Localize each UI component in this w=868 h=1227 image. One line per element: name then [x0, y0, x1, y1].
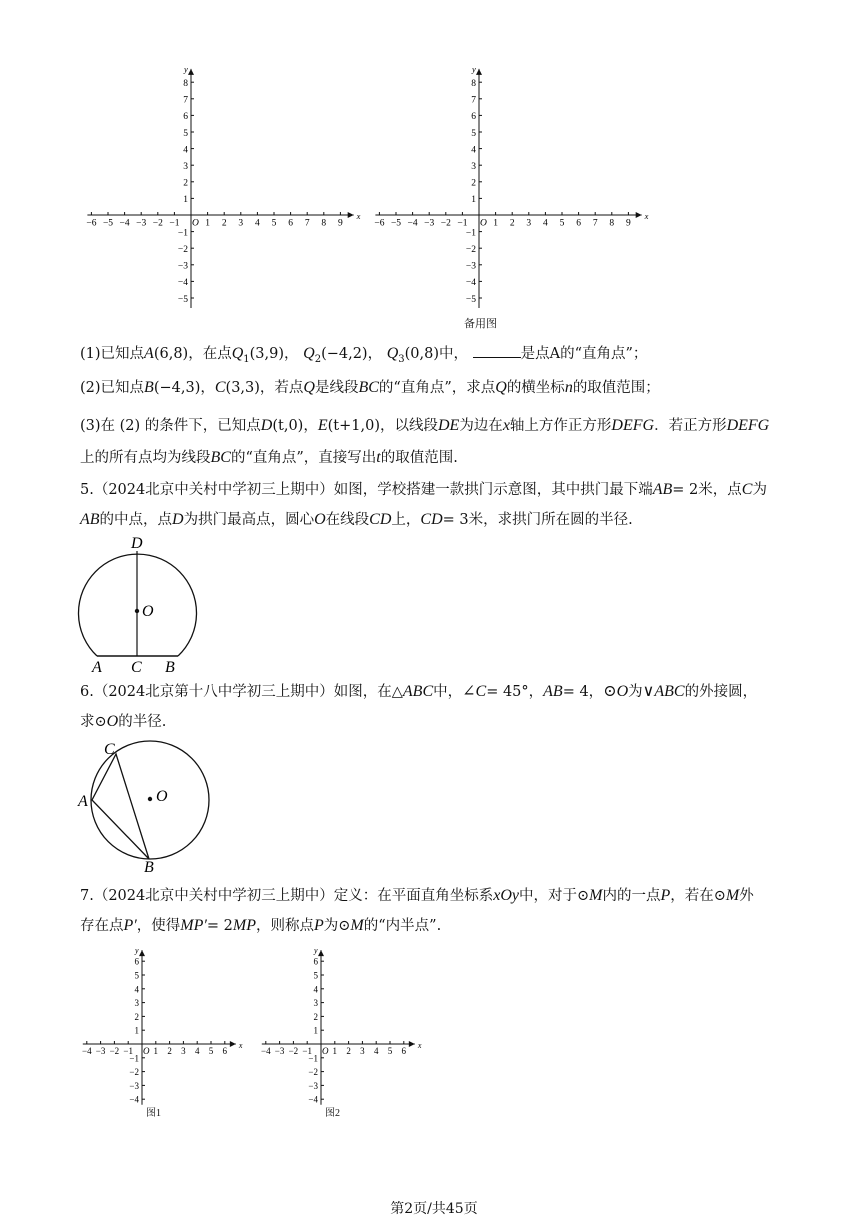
y-tick-label: −2 [308, 1067, 318, 1078]
y-tick-label: −4 [129, 1094, 139, 1105]
x-tick-label: 2 [221, 218, 227, 229]
q4-part1: (1)已知点A(6,8)，在点$Q_1(3,9)$， $Q_2(-4,2)$， $Q_3(0,8)$中， 是点A的“直角点”； [80, 345, 648, 365]
x-tick-label: −3 [95, 1046, 106, 1056]
x-tick-label: 6 [288, 218, 293, 229]
y-axis-arrow-icon [476, 69, 482, 75]
coordinate-figure-1 [76, 944, 246, 1124]
y-tick-label: −3 [177, 261, 188, 272]
x-tick-label: −3 [274, 1046, 285, 1056]
x-tick-label: −1 [302, 1046, 312, 1056]
y-tick-label: −1 [129, 1053, 139, 1064]
x-tick-label: 6 [401, 1046, 407, 1056]
q5-line1: 5.（2024北京中关村中学初三上期中）如图，学校搭建一款拱门示意图，其中拱门最下端AB= 2米，点C为 [80, 481, 767, 498]
page-footer: 第2页/共45页 [390, 1201, 478, 1217]
y-tick-label: 7 [183, 95, 188, 106]
x-axis-label: x [356, 211, 361, 221]
y-tick-label: 6 [134, 956, 139, 967]
center-dot [148, 797, 152, 801]
y-axis-arrow-icon [139, 950, 145, 956]
x-tick-label: 2 [509, 218, 515, 229]
y-tick-label: 1 [134, 1025, 139, 1036]
x-axis-label: x [238, 1041, 243, 1050]
x-tick-label: 5 [208, 1046, 214, 1056]
y-tick-label: 6 [183, 112, 188, 123]
x-axis-arrow-icon [230, 1041, 236, 1047]
y-tick-label: −1 [465, 228, 476, 239]
x-axis-label: x [417, 1041, 422, 1050]
q6-line1: 6.（2024北京第十八中学初三上期中）如图，在△ABC中，∠C= 45°，AB= 4，⊙O为∨ABC的外接圆， [80, 683, 758, 700]
y-axis-label: y [472, 63, 476, 74]
x-tick-label: 1 [153, 1046, 159, 1056]
y-tick-label: −3 [129, 1080, 139, 1091]
x-tick-label: −4 [119, 218, 130, 229]
x-tick-label: −1 [123, 1046, 133, 1056]
y-tick-label: 1 [183, 195, 188, 206]
x-tick-label: 3 [360, 1046, 365, 1056]
q6-line2: 求⊙O的半径. [80, 713, 167, 730]
y-tick-label: 6 [471, 112, 476, 123]
y-axis-label: y [184, 63, 188, 74]
circle-triangle-figure [76, 738, 216, 874]
y-tick-label: −2 [177, 244, 188, 255]
x-tick-label: −2 [440, 218, 451, 229]
y-tick-label: −4 [465, 278, 476, 289]
label-O: O [156, 788, 168, 805]
x-tick-label: −2 [152, 218, 163, 229]
x-tick-label: 3 [181, 1046, 186, 1056]
coordinate-figure-2 [255, 944, 425, 1124]
x-axis-arrow-icon [348, 212, 354, 218]
x-tick-label: 7 [304, 218, 310, 229]
triangle-ABC [92, 754, 149, 859]
y-tick-label: 3 [134, 998, 139, 1009]
x-tick-label: 8 [321, 218, 327, 229]
x-tick-label: −4 [82, 1046, 92, 1056]
y-tick-label: 8 [471, 78, 476, 89]
y-tick-label: −2 [129, 1067, 139, 1078]
x-axis-arrow-icon [409, 1041, 415, 1047]
x-tick-label: −5 [390, 218, 402, 229]
y-tick-label: 4 [313, 984, 318, 995]
x-tick-label: −6 [86, 218, 97, 229]
x-tick-label: 2 [346, 1046, 351, 1056]
figure-caption-backup: 备用图 [464, 318, 497, 330]
x-tick-label: 5 [559, 218, 565, 229]
origin-label: O [143, 1046, 150, 1056]
x-axis-label: x [644, 211, 649, 221]
y-tick-label: 1 [471, 195, 476, 206]
y-axis-arrow-icon [318, 950, 324, 956]
x-tick-label: 6 [576, 218, 581, 229]
x-tick-label: 4 [373, 1046, 379, 1056]
q7-line2: 存在点P′，使得MP′= 2MP，则称点P为⊙M的“内半点”. [80, 917, 442, 934]
y-tick-label: 5 [183, 128, 188, 139]
y-tick-label: −2 [465, 244, 476, 255]
q5-line2: AB的中点，点D为拱门最高点，圆心O在线段CD上，CD= 3米，求拱门所在圆的半径. [80, 511, 633, 528]
label-B: B [144, 859, 154, 874]
label-A: A [92, 659, 102, 676]
x-tick-label: 5 [271, 218, 277, 229]
x-tick-label: 1 [205, 218, 210, 229]
q7-line1: 7.（2024北京中关村中学初三上期中）定义：在平面直角坐标系xOy中，对于⊙M内的一点P，若在⊙M外 [80, 887, 754, 904]
y-tick-label: −5 [177, 294, 188, 305]
y-tick-label: −1 [308, 1053, 318, 1064]
x-tick-label: 9 [338, 218, 343, 229]
x-tick-label: −2 [288, 1046, 299, 1056]
y-tick-label: −4 [177, 278, 188, 289]
x-tick-label: 2 [167, 1046, 172, 1056]
y-axis-label: y [135, 946, 139, 956]
x-tick-label: −4 [261, 1046, 271, 1056]
x-tick-label: 3 [238, 218, 244, 229]
answer-blank[interactable] [473, 343, 521, 358]
arch-figure [76, 534, 206, 676]
origin-label: O [192, 218, 199, 229]
x-tick-label: −5 [102, 218, 114, 229]
y-tick-label: −3 [308, 1080, 318, 1091]
coordinate-figure-left [76, 60, 366, 322]
x-tick-label: −6 [374, 218, 385, 229]
y-tick-label: 3 [471, 161, 476, 172]
y-tick-label: 2 [134, 1011, 139, 1022]
x-tick-label: −2 [109, 1046, 120, 1056]
y-axis-label: y [314, 946, 318, 956]
x-tick-label: 3 [526, 218, 532, 229]
y-tick-label: 8 [183, 78, 188, 89]
origin-label: O [322, 1046, 329, 1056]
y-tick-label: 1 [313, 1025, 318, 1036]
x-tick-label: 9 [626, 218, 631, 229]
x-tick-label: 4 [194, 1046, 200, 1056]
y-tick-label: 3 [183, 161, 188, 172]
x-tick-label: 1 [493, 218, 498, 229]
y-tick-label: 5 [134, 970, 139, 981]
x-axis-arrow-icon [636, 212, 642, 218]
y-tick-label: 2 [183, 178, 188, 189]
x-tick-label: −4 [407, 218, 418, 229]
y-tick-label: 5 [313, 970, 318, 981]
label-C: C [104, 741, 115, 758]
y-tick-label: −5 [465, 294, 476, 305]
y-tick-label: −1 [177, 228, 188, 239]
x-tick-label: 7 [592, 218, 598, 229]
x-tick-label: −3 [424, 218, 435, 229]
y-axis-arrow-icon [188, 69, 194, 75]
y-tick-label: 4 [471, 145, 476, 156]
x-tick-label: 8 [609, 218, 615, 229]
label-C: C [131, 659, 142, 676]
x-tick-label: 5 [387, 1046, 393, 1056]
label-B: B [165, 659, 175, 676]
x-tick-label: 1 [332, 1046, 338, 1056]
q4-part3-line1: (3)在 (2) 的条件下，已知点D(t,0)，E(t+1,0)，以线段DE为边在x轴上方作正方形DEFG．若正方形DEFG [80, 417, 770, 434]
coordinate-figure-right [364, 60, 654, 335]
figure-caption-1: 图1 [146, 1108, 161, 1119]
x-tick-label: 4 [543, 218, 548, 229]
y-tick-label: 6 [313, 956, 318, 967]
y-tick-label: 2 [471, 178, 476, 189]
y-tick-label: 4 [183, 145, 188, 156]
label-A: A [78, 793, 88, 810]
q4-part3-line2: 上的所有点均为线段BC的“直角点”，直接写出t的取值范围. [80, 449, 458, 466]
y-tick-label: 3 [313, 998, 318, 1009]
x-tick-label: −1 [457, 218, 468, 229]
y-tick-label: 2 [313, 1011, 318, 1022]
arch-center-dot [135, 609, 139, 613]
y-tick-label: −4 [308, 1094, 318, 1105]
y-tick-label: 4 [134, 984, 139, 995]
x-tick-label: 6 [222, 1046, 228, 1056]
x-tick-label: −1 [169, 218, 180, 229]
q4-part2: (2)已知点B(−4,3)，C(3,3)，若点Q是线段BC的“直角点”，求点Q的横坐标n的取值范围； [80, 379, 660, 396]
x-tick-label: −3 [136, 218, 147, 229]
label-D: D [131, 535, 143, 552]
origin-label: O [480, 218, 487, 229]
figure-caption-2: 图2 [325, 1108, 340, 1119]
y-tick-label: 7 [471, 95, 476, 106]
x-tick-label: 4 [255, 218, 260, 229]
y-tick-label: −3 [465, 261, 476, 272]
label-O: O [142, 603, 154, 620]
y-tick-label: 5 [471, 128, 476, 139]
